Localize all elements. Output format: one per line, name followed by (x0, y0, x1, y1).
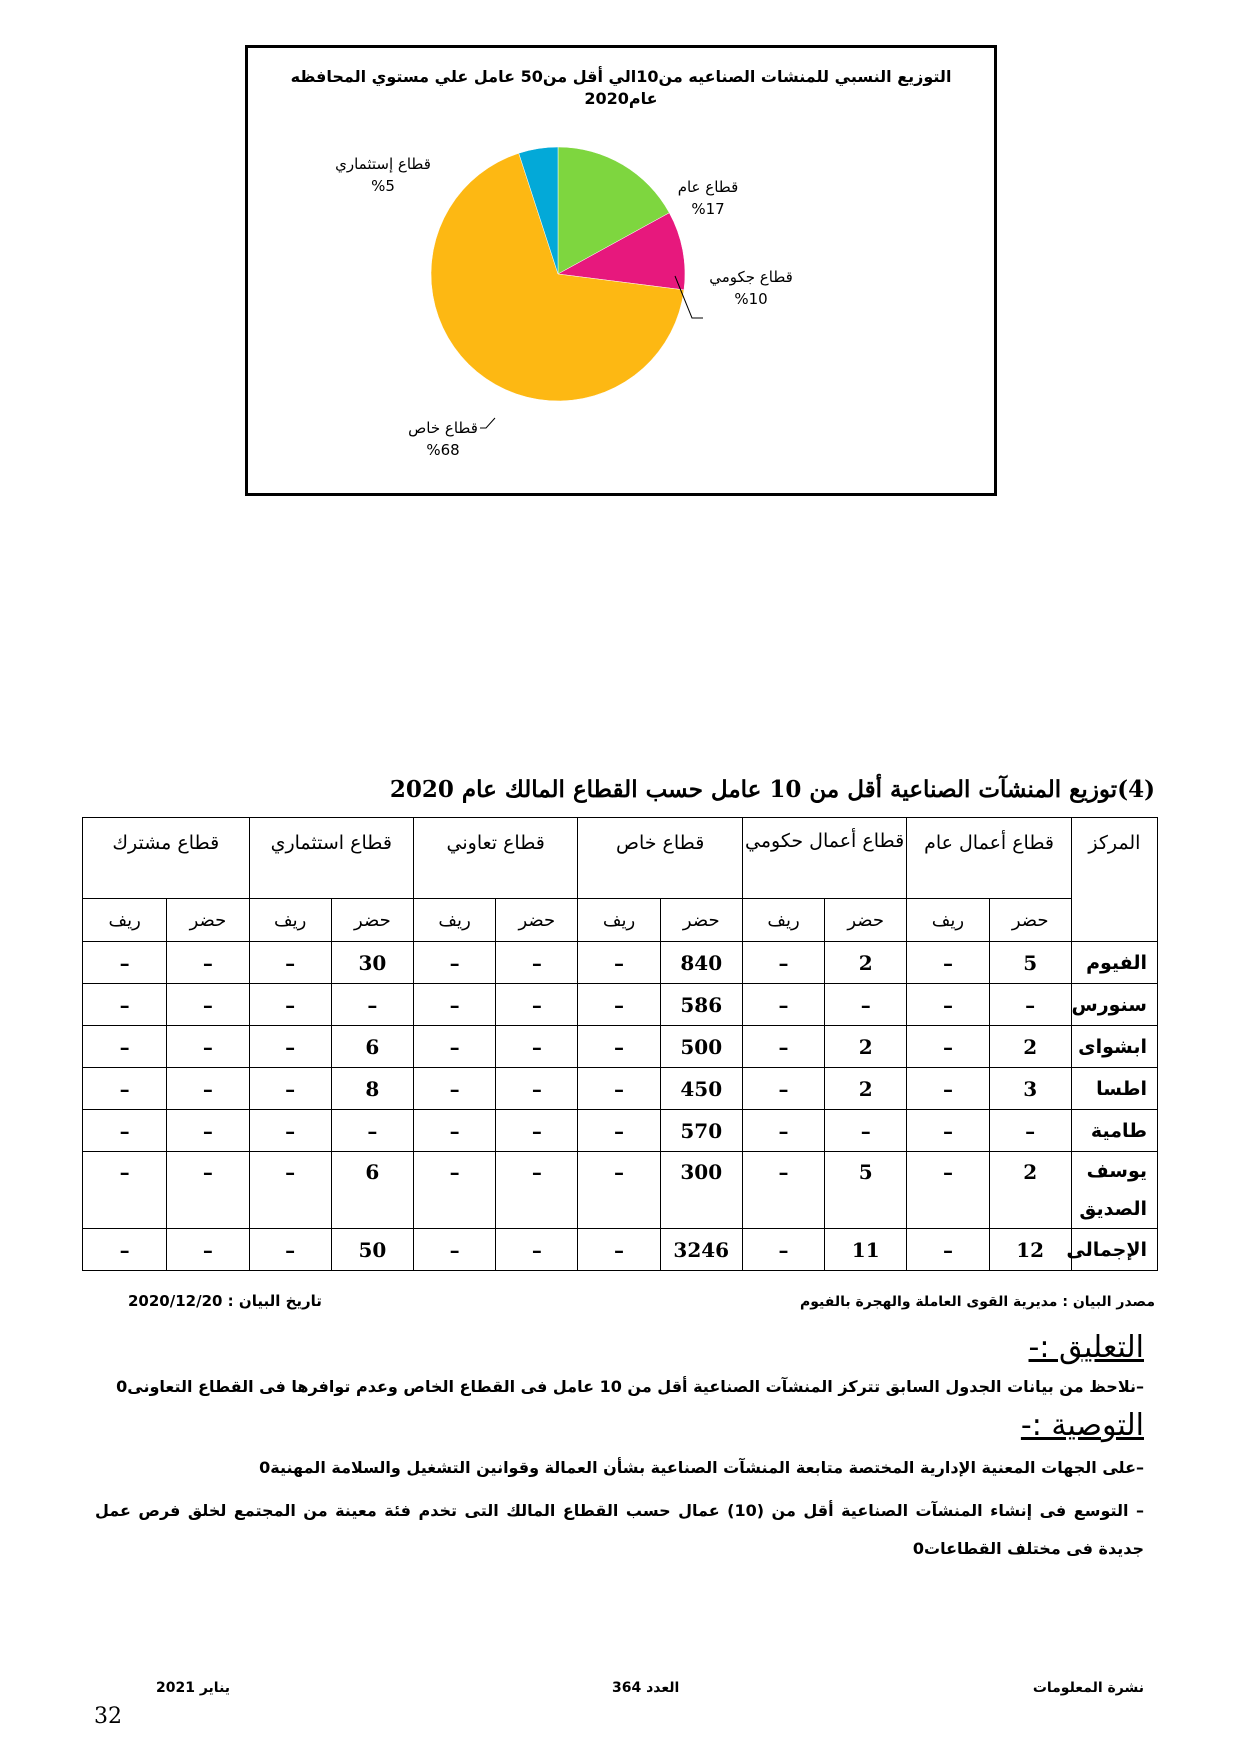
table-cell: – (83, 1110, 167, 1152)
table-cell: 6 (331, 1152, 413, 1229)
table-cell: – (249, 1152, 331, 1229)
footer-date: يناير 2021 (156, 1680, 231, 1696)
slice-label-public-name: قطاع عام (677, 178, 739, 196)
table-cell: – (249, 1026, 331, 1068)
table-cell: – (496, 1110, 578, 1152)
table-cell: 2 (989, 1152, 1071, 1229)
table-cell: – (413, 984, 495, 1026)
table-cell: 5 (989, 942, 1071, 984)
pie-chart (245, 45, 997, 496)
slice-label-government-name: قطاع جكومي (709, 268, 793, 286)
table-cell: 2 (825, 1026, 907, 1068)
table-cell: – (413, 1026, 495, 1068)
slice-label-government (703, 266, 799, 310)
table-cell: 11 (825, 1229, 907, 1271)
subheader-urban: حضر (496, 899, 578, 942)
table-cell: 2 (825, 942, 907, 984)
table-cell: – (167, 1229, 249, 1271)
table-row (83, 984, 1158, 1026)
table-cell: – (167, 1152, 249, 1229)
recommendation-item-1: –على الجهات المعنية الإدارية المختصة متابعة المنشآت الصناعية بشأن العمالة وقوانين التشغيل والسلامة المهنية0 (259, 1458, 1144, 1477)
comment-heading: التعليق :- (1028, 1330, 1144, 1365)
table-cell: – (825, 1110, 907, 1152)
table-cell: – (989, 984, 1071, 1026)
group-header: قطاع أعمال حكومي (742, 818, 906, 899)
recommendation-heading: التوصية :- (1020, 1408, 1144, 1443)
table-cell: – (249, 942, 331, 984)
table-cell: – (167, 1068, 249, 1110)
recommendation-item-2: – التوسع فى إنشاء المنشآت الصناعية أقل من (10) عمال حسب القطاع المالك التى تخدم فئة معينة من المجتمع لخلق فرص عمل جديدة فى مختلف القطاعات0 (95, 1501, 1144, 1558)
table-cell: – (249, 984, 331, 1026)
table-cell: – (413, 1229, 495, 1271)
table-cell: – (578, 984, 660, 1026)
row-center-name: الفيوم (1071, 942, 1157, 984)
table-cell: – (742, 1026, 824, 1068)
table-cell: – (578, 1152, 660, 1229)
table-cell: – (907, 1026, 989, 1068)
table-cell: 5 (825, 1152, 907, 1229)
table-subheader-row (83, 899, 1158, 942)
table-cell: – (167, 984, 249, 1026)
table-cell: 450 (660, 1068, 742, 1110)
table-cell: – (83, 1026, 167, 1068)
slice-label-private-name: قطاع خاص (408, 419, 478, 437)
table-row (83, 942, 1158, 984)
page-number: 32 (94, 1704, 122, 1729)
footer-issue: العدد 364 (612, 1680, 680, 1696)
table-cell: – (83, 1068, 167, 1110)
table-cell: – (907, 984, 989, 1026)
slice-label-investment (328, 153, 438, 197)
subheader-urban: حضر (660, 899, 742, 942)
slice-label-investment-name: قطاع إستثماري (335, 155, 431, 173)
subheader-urban: حضر (167, 899, 249, 942)
pie-svg (248, 48, 994, 493)
table-cell: 500 (660, 1026, 742, 1068)
table-cell: – (496, 1229, 578, 1271)
table-cell: – (907, 1110, 989, 1152)
table-cell: – (907, 1229, 989, 1271)
table-cell: 2 (825, 1068, 907, 1110)
data-date: تاريخ البيان : 2020/12/20 (128, 1292, 322, 1310)
data-table (82, 817, 1158, 1271)
row-center-name: اطسا (1071, 1068, 1157, 1110)
table-cell: 8 (331, 1068, 413, 1110)
table-cell: – (167, 942, 249, 984)
subheader-rural: ريف (83, 899, 167, 942)
table-cell: – (496, 1068, 578, 1110)
table-cell: – (83, 1152, 167, 1229)
table-cell: – (825, 984, 907, 1026)
table-cell: – (907, 1152, 989, 1229)
table-title: (4)توزيع المنشآت الصناعية أقل من 10 عامل حسب القطاع المالك عام 2020 (389, 776, 1155, 803)
table-cell: – (578, 1110, 660, 1152)
table-cell: – (413, 1110, 495, 1152)
table-cell: – (331, 1110, 413, 1152)
table-cell: – (989, 1110, 1071, 1152)
table-cell: 50 (331, 1229, 413, 1271)
subheader-rural: ريف (413, 899, 495, 942)
table-cell: – (742, 1110, 824, 1152)
table-cell: 840 (660, 942, 742, 984)
table-row (83, 1110, 1158, 1152)
table-cell: – (249, 1229, 331, 1271)
table-cell: 30 (331, 942, 413, 984)
group-header: قطاع تعاوني (413, 818, 577, 899)
table-cell: – (578, 1026, 660, 1068)
table-cell: – (331, 984, 413, 1026)
slice-label-private (398, 417, 488, 461)
group-header: قطاع استثماري (249, 818, 413, 899)
table-cell: – (578, 1068, 660, 1110)
row-center-name: ابشواى (1071, 1026, 1157, 1068)
table-cell: 3 (989, 1068, 1071, 1110)
subheader-rural: ريف (249, 899, 331, 942)
table-cell: 570 (660, 1110, 742, 1152)
table-cell: – (413, 1068, 495, 1110)
comment-text: –نلاحظ من بيانات الجدول السابق تتركز المنشآت الصناعية أقل من 10 عامل فى القطاع الخاص وعدم توافرها فى القطاع التعاونى0 (116, 1377, 1144, 1396)
table-cell: – (496, 984, 578, 1026)
table-cell: – (907, 942, 989, 984)
group-header: قطاع خاص (578, 818, 742, 899)
subheader-urban: حضر (825, 899, 907, 942)
table-cell: 586 (660, 984, 742, 1026)
subheader-rural: ريف (578, 899, 660, 942)
subheader-rural: ريف (907, 899, 989, 942)
row-center-name: سنورس (1071, 984, 1157, 1026)
table-cell: – (167, 1110, 249, 1152)
table-row (83, 1068, 1158, 1110)
table-cell: – (413, 942, 495, 984)
table-cell: – (83, 984, 167, 1026)
table-cell: 6 (331, 1026, 413, 1068)
chart-title-line-2: عام2020 (584, 89, 658, 108)
table-row (83, 1026, 1158, 1068)
slice-label-private-value: %68 (426, 441, 460, 459)
group-header: قطاع مشترك (83, 818, 250, 899)
table-row (83, 1229, 1158, 1271)
table-cell: – (742, 1068, 824, 1110)
table-header-row (83, 818, 1158, 899)
table-cell: – (83, 942, 167, 984)
table-cell: 2 (989, 1026, 1071, 1068)
row-center-name: طامية (1071, 1110, 1157, 1152)
footer-publication: نشرة المعلومات (1032, 1680, 1144, 1696)
table-cell: – (742, 942, 824, 984)
subheader-urban: حضر (331, 899, 413, 942)
table-cell: 3246 (660, 1229, 742, 1271)
table-cell: – (578, 1229, 660, 1271)
table-cell: – (496, 1152, 578, 1229)
table-cell: – (167, 1026, 249, 1068)
table-cell: – (496, 1026, 578, 1068)
table-cell: – (496, 942, 578, 984)
table-cell: – (742, 1152, 824, 1229)
table-cell: – (83, 1229, 167, 1271)
center-header: المركز (1071, 818, 1157, 942)
slice-label-public-value: %17 (691, 200, 725, 218)
table-cell: – (907, 1068, 989, 1110)
row-center-name: الإجمالى (1071, 1229, 1157, 1271)
row-center-name: يوسف الصديق (1071, 1152, 1157, 1229)
table-cell: 300 (660, 1152, 742, 1229)
group-header: قطاع أعمال عام (907, 818, 1071, 899)
table-row (83, 1152, 1158, 1229)
chart-title-line-1: التوزيع النسبي للمنشات الصناعيه من10الي أقل من50 عامل علي مستوي المحافظه (290, 67, 952, 86)
slice-label-government-value: %10 (734, 290, 768, 308)
data-source: مصدر البيان : مديرية القوى العاملة والهجرة بالفيوم (800, 1294, 1155, 1310)
slice-label-investment-value: %5 (371, 177, 395, 195)
table-cell: – (413, 1152, 495, 1229)
subheader-urban: حضر (989, 899, 1071, 942)
table-cell: – (742, 984, 824, 1026)
table-cell: 12 (989, 1229, 1071, 1271)
table-cell: – (249, 1110, 331, 1152)
slice-label-public (668, 176, 748, 220)
subheader-rural: ريف (742, 899, 824, 942)
table-cell: – (578, 942, 660, 984)
table-cell: – (742, 1229, 824, 1271)
table-cell: – (249, 1068, 331, 1110)
